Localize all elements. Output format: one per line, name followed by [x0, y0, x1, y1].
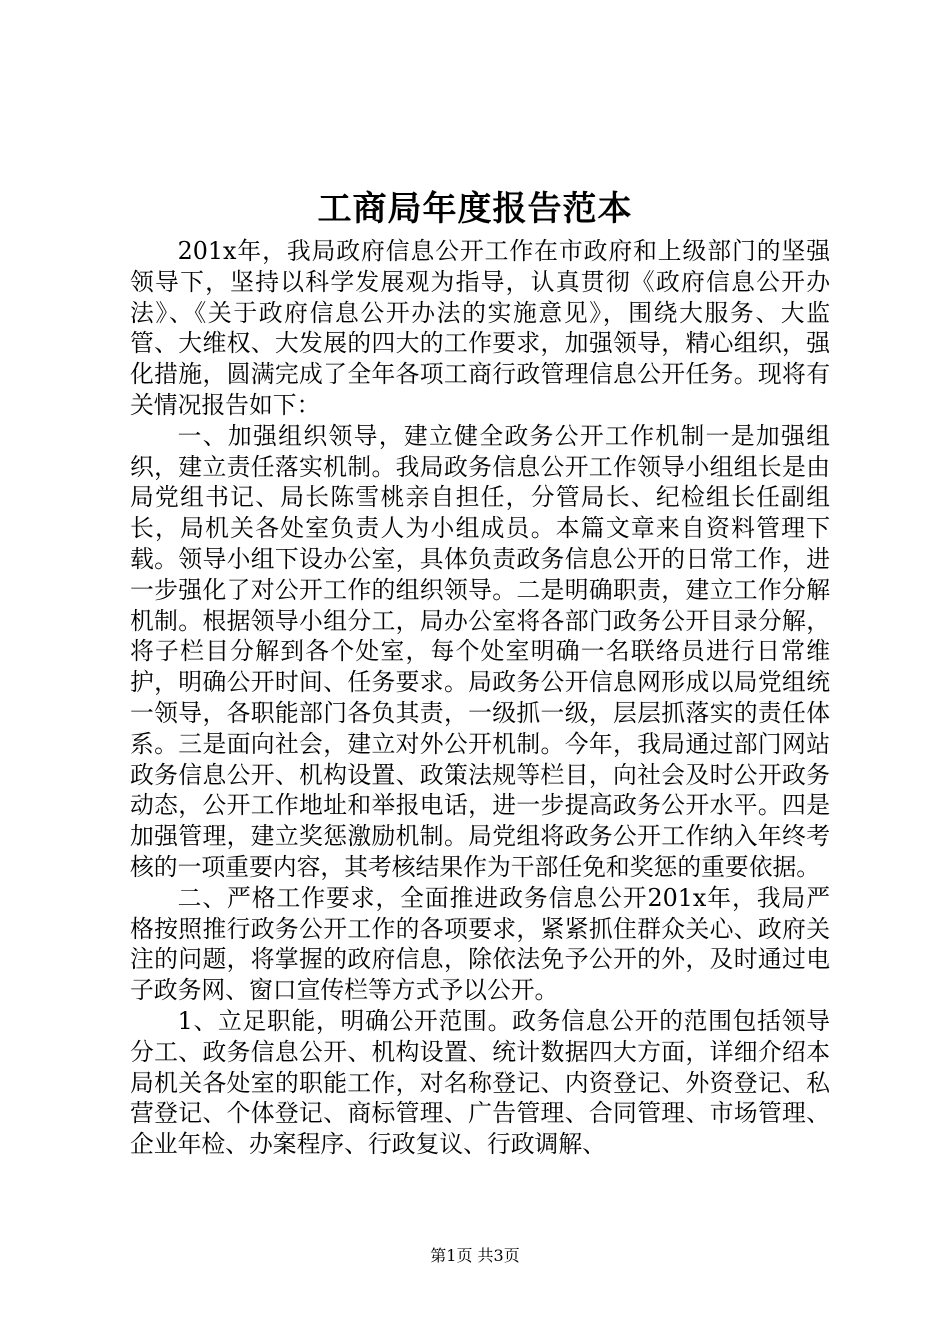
paragraph-item-1: 1、立足职能，明确公开范围。政务信息公开的范围包括领导分工、政务信息公开、机构设置、统计数据四大方面，详细介绍本局机关各处室的职能工作，对名称登记、内资登记、外资登记、私营登记、个体登记、商标管理、广告管理、合同管理、市场管理、企业年检、办案程序、行政复议、行政调解、 [130, 1006, 830, 1159]
document-body [130, 236, 830, 1160]
document-title: 工商局年度报告范本 [317, 189, 633, 229]
paragraph-section-1: 一、加强组织领导，建立健全政务公开工作机制一是加强组织，建立责任落实机制。我局政务信息公开工作领导小组组长是由局党组书记、局长陈雪桃亲自担任，分管局长、纪检组长任副组长，局机关各处室负责人为小组成员。本篇文章来自资料管理下载。领导小组下设办公室，具体负责政务信息公开的日常工作，进一步强化了对公开工作的组织领导。二是明确职责，建立工作分解机制。根据领导小组分工，局办公室将各部门政务公开目录分解，将子栏目分解到各个处室，每个处室明确一名联络员进行日常维护，明确公开时间、任务要求。局政务公开信息网形成以局党组统一领导，各职能部门各负其责，一级抓一级，层层抓落实的责任体系。三是面向社会，建立对外公开机制。今年，我局通过部门网站政务信息公开、机构设置、政策法规等栏目，向社会及时公开政务动态，公开工作地址和举报电话，进一步提高政务公开水平。四是加强管理，建立奖惩激励机制。局党组将政务公开工作纳入年终考核的一项重要内容，其考核结果作为干部任免和奖惩的重要依据。 [130, 421, 830, 881]
page-number-footer: 第1页 共3页 [430, 1246, 520, 1265]
paragraph-intro: 201x年，我局政府信息公开工作在市政府和上级部门的坚强领导下，坚持以科学发展观为指导，认真贯彻《政府信息公开办法》、《关于政府信息公开办法的实施意见》，围绕大服务、大监管、大维权、大发展的四大的工作要求，加强领导，精心组织，强化措施，圆满完成了全年各项工商行政管理信息公开任务。现将有关情况报告如下： [130, 237, 830, 419]
paragraph-section-2: 二、严格工作要求，全面推进政务信息公开201x年，我局严格按照推行政务公开工作的各项要求，紧紧抓住群众关心、政府关注的问题，将掌握的政府信息，除依法免予公开的外，及时通过电子政务网、窗口宣传栏等方式予以公开。 [130, 883, 830, 1005]
